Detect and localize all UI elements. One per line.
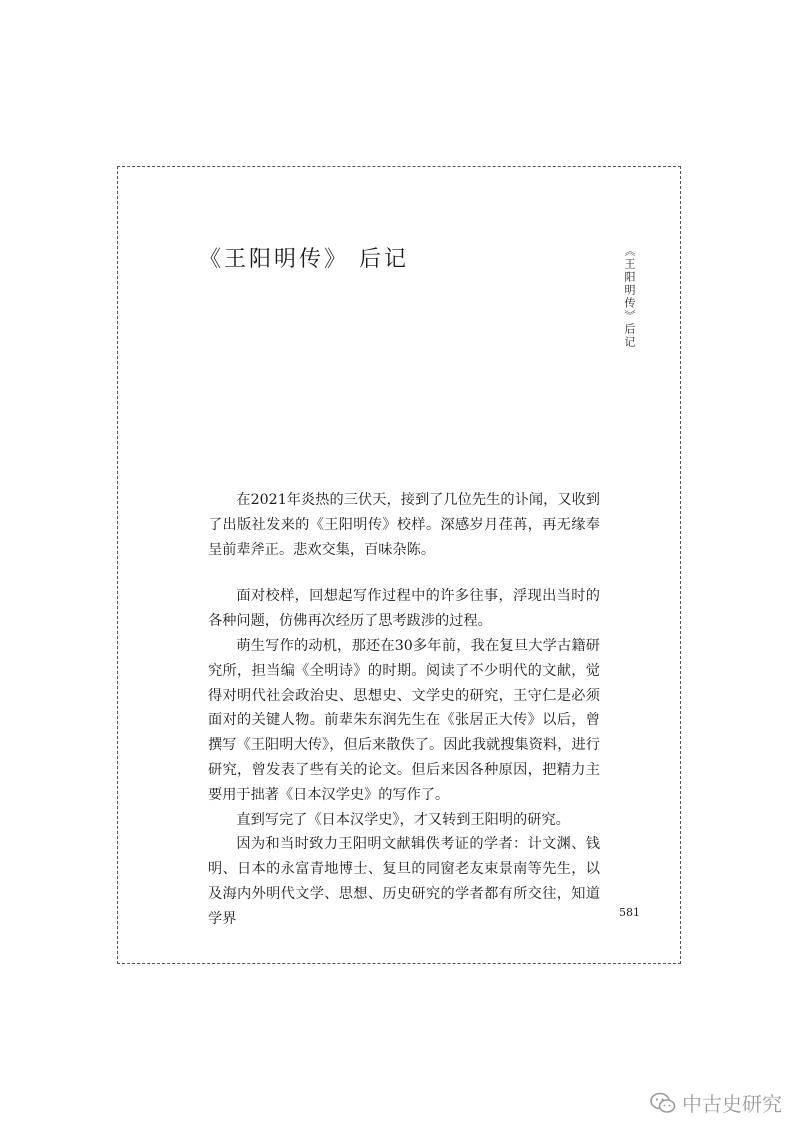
paragraph-2: 面对校样，回想起写作过程中的许多往事，浮现出当时的各种问题，仿佛再次经历了思考跋涉的过程。 [208, 588, 600, 630]
running-head: 《王阳明传》后记 [623, 245, 636, 349]
watermark [650, 1088, 782, 1117]
paragraph-gap [208, 562, 600, 584]
watermark-text: 中古史研究 [682, 1092, 782, 1116]
body-text [208, 488, 600, 932]
paragraph-4: 直到写完了《日本汉学史》，才又转到王阳明的研究。 [236, 811, 570, 828]
page-title: 《王阳明传》 后记 [199, 247, 409, 272]
paragraph-1: 在2021年炎热的三伏天，接到了几位先生的讣闻，又收到了出版社发来的《王阳明传》校样。深感岁月荏苒，再无缘奉呈前辈斧正。悲欢交集，百味杂陈。 [208, 492, 600, 558]
paragraph-5: 因为和当时致力王阳明文献辑佚考证的学者：计文渊、钱明、日本的永富青地博士、复旦的同窗老友束景南等先生，以及海内外明代文学、思想、历史研究的学者都有所交往，知道学界 [208, 836, 600, 927]
page-number: 581 [619, 906, 640, 919]
paragraph-3: 萌生写作的动机，那还在30多年前，我在复旦大学古籍研究所，担当编《全明诗》的时期。阅读了不少明代的文献，觉得对明代社会政治史、思想史、文学史的研究，王守仁是必须面对的关键人物。前辈朱东润先生在《张居正大传》以后，曾撰写《王阳明大传》，但后来散佚了。因此我就搜集资料，进行研究，曾发表了些有关的论文。但后来因各种原因，把精力主要用于拙著《日本汉学史》的写作了。 [208, 637, 600, 803]
wechat-icon [650, 1092, 676, 1114]
